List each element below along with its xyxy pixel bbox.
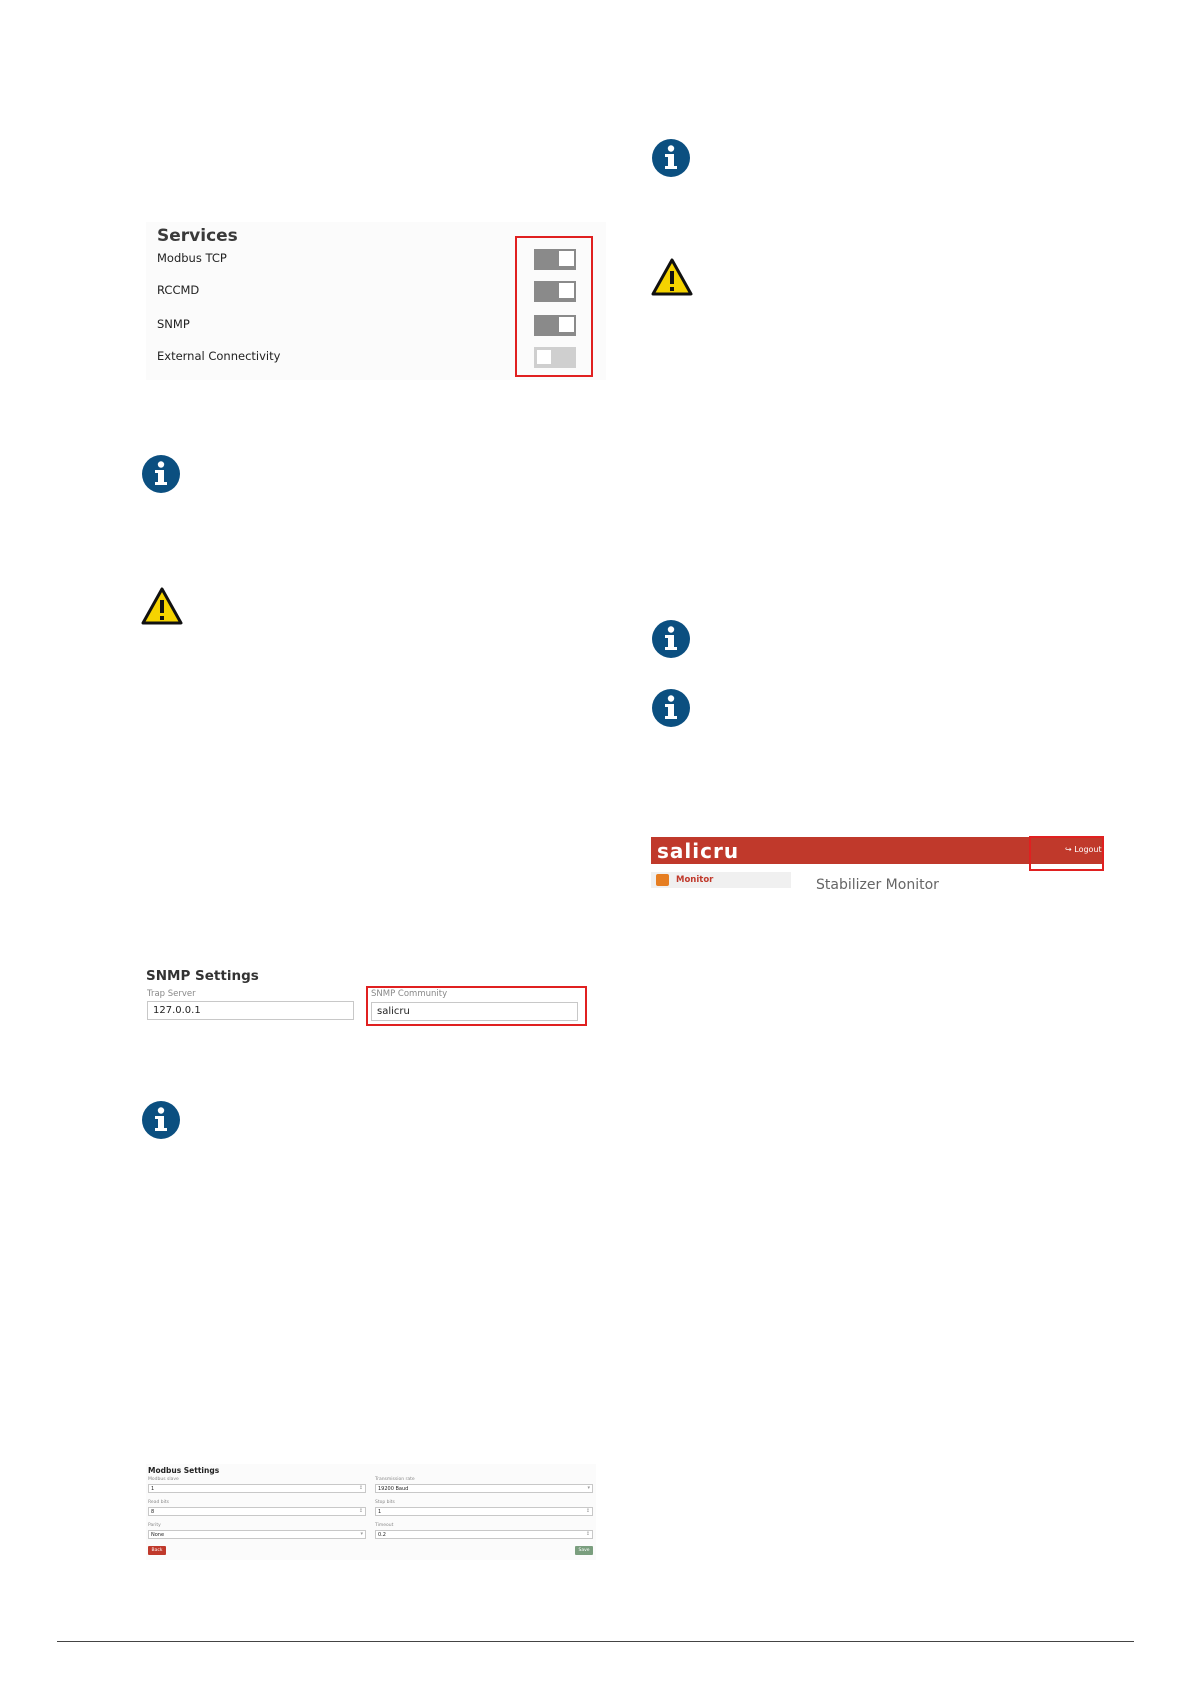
service-label-snmp: SNMP — [157, 317, 190, 331]
modbus-slave-value: 1 — [151, 1486, 155, 1492]
warning-icon — [651, 257, 693, 297]
trap-server-input[interactable]: 127.0.0.1 — [147, 1001, 354, 1020]
info-icon — [141, 454, 181, 494]
chevron-down-icon: ▾ — [360, 1531, 363, 1537]
stop-bits-label: Stop bits — [375, 1500, 395, 1505]
footer-divider — [57, 1641, 1134, 1642]
transmission-rate-select[interactable] — [375, 1484, 593, 1493]
highlight-box — [1029, 836, 1104, 871]
trap-server-label: Trap Server — [147, 989, 196, 999]
read-bits-value: 8 — [151, 1509, 155, 1515]
back-button[interactable]: Back — [148, 1546, 166, 1555]
parity-select[interactable] — [148, 1530, 366, 1539]
chevron-down-icon: ▾ — [587, 1485, 590, 1491]
snmp-community-label: SNMP Community — [371, 989, 448, 999]
spinner-icon: ↕ — [358, 1485, 363, 1491]
services-title: Services — [157, 226, 238, 246]
snmp-settings-title: SNMP Settings — [146, 968, 259, 984]
info-icon — [651, 688, 691, 728]
info-icon — [141, 1100, 181, 1140]
stop-bits-input[interactable] — [375, 1507, 593, 1516]
modbus-slave-label: Modbus slave — [148, 1477, 179, 1482]
service-label-external-connectivity: External Connectivity — [157, 349, 281, 363]
info-icon — [651, 619, 691, 659]
timeout-input[interactable] — [375, 1530, 593, 1539]
parity-label: Parity — [148, 1523, 161, 1528]
sidebar-item-monitor[interactable] — [651, 872, 791, 888]
logout-label: Logout — [1074, 845, 1102, 854]
spinner-icon: ↕ — [585, 1508, 590, 1514]
timeout-label: Timeout — [375, 1523, 394, 1528]
info-icon — [651, 138, 691, 178]
spinner-icon: ↕ — [358, 1508, 363, 1514]
modbus-settings-title: Modbus Settings — [148, 1466, 220, 1475]
salicru-logo: salicru — [657, 839, 740, 863]
modbus-slave-input[interactable] — [148, 1484, 366, 1493]
warning-icon — [141, 586, 183, 626]
highlight-box — [515, 236, 593, 377]
timeout-value: 0.2 — [378, 1532, 386, 1538]
service-label-rccmd: RCCMD — [157, 283, 200, 297]
logout-button[interactable]: ↪ Logout — [1065, 845, 1102, 854]
page-title: Stabilizer Monitor — [816, 877, 939, 893]
transmission-rate-label: Transmission rate — [375, 1477, 415, 1482]
spinner-icon: ↕ — [585, 1531, 590, 1537]
parity-value: None — [151, 1532, 165, 1538]
snmp-community-input[interactable]: salicru — [371, 1002, 578, 1021]
read-bits-input[interactable] — [148, 1507, 366, 1516]
home-icon — [656, 874, 669, 886]
service-label-modbus-tcp: Modbus TCP — [157, 251, 227, 265]
read-bits-label: Read bits — [148, 1500, 169, 1505]
save-button[interactable]: Save — [575, 1546, 593, 1555]
sidebar-item-monitor-label: Monitor — [676, 875, 714, 885]
highlight-box — [366, 986, 587, 1026]
transmission-rate-value: 19200 Baud — [378, 1486, 409, 1492]
stop-bits-value: 1 — [378, 1509, 382, 1515]
